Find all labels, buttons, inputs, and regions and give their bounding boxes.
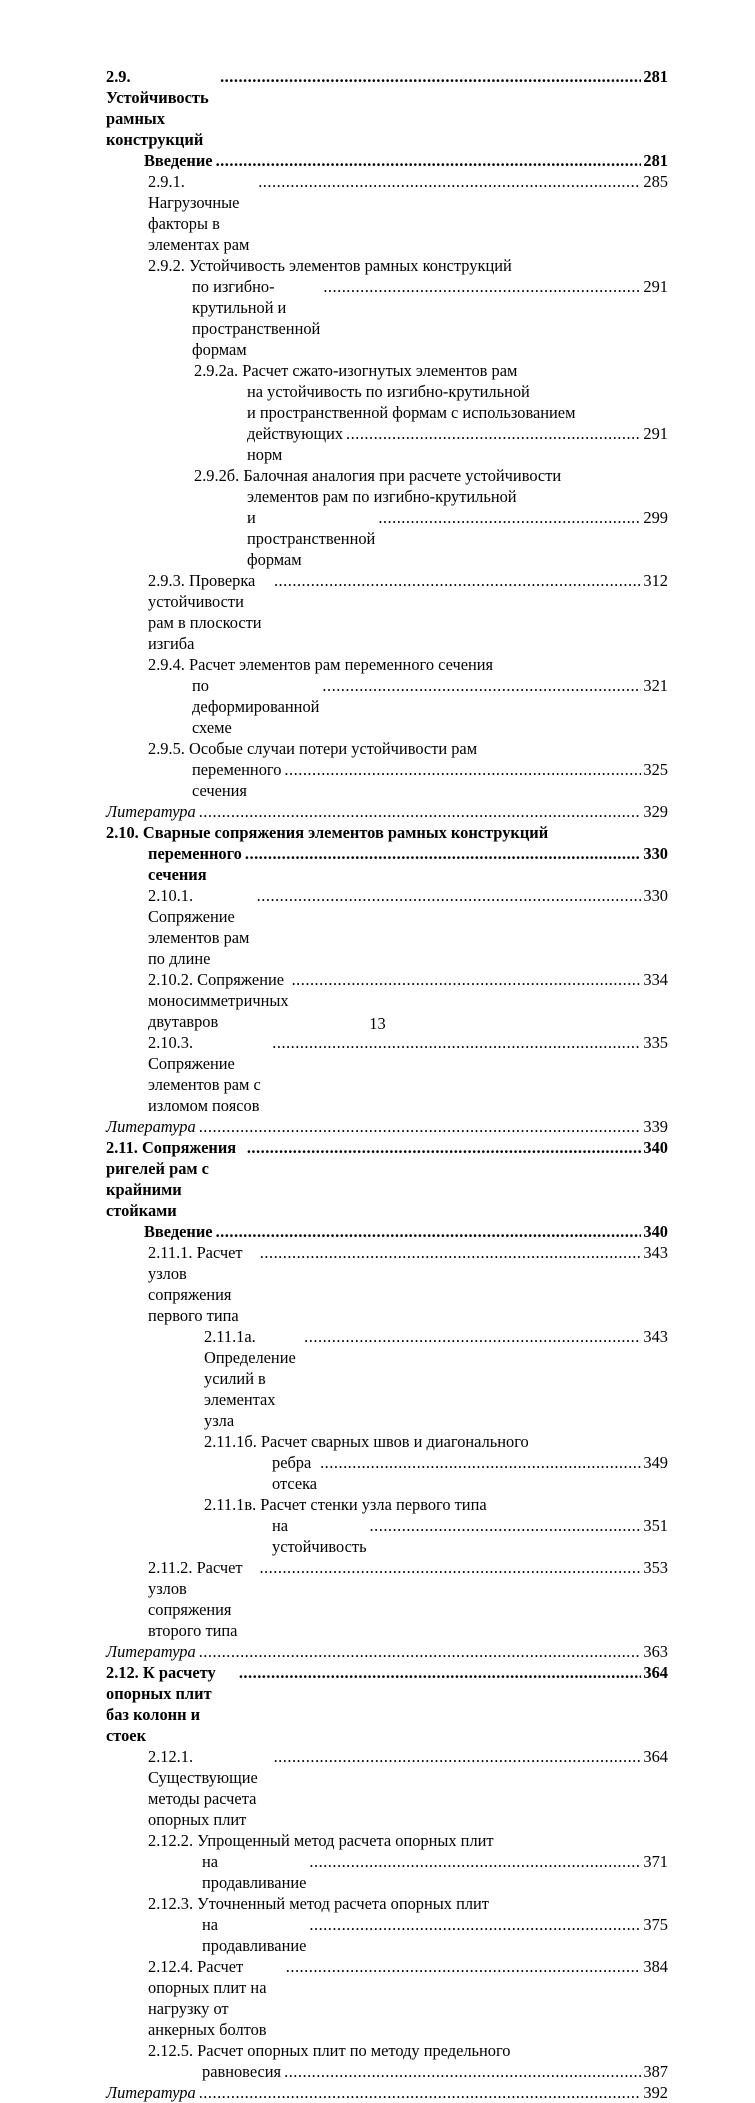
dot-leader <box>216 1221 642 1242</box>
toc-entry-title: 2.12. К расчету опорных плит баз колонн и стоек <box>106 1663 216 1745</box>
toc-entry-title: 2.10. Сварные сопряжения элементов рамных конструкций <box>106 823 549 842</box>
table-of-contents <box>106 66 668 2103</box>
toc-entry-title: на устойчивость <box>272 1516 367 1556</box>
toc-entry <box>106 570 668 654</box>
dot-leader <box>259 1557 641 1578</box>
toc-page-number: 364 <box>643 1747 668 1766</box>
dot-leader <box>216 150 642 171</box>
toc-entry <box>106 2040 668 2082</box>
toc-page-number: 349 <box>643 1453 668 1472</box>
toc-entry <box>106 171 668 255</box>
toc-entry <box>106 1956 668 2040</box>
toc-page-number: 299 <box>643 508 668 527</box>
dot-leader <box>274 570 641 591</box>
toc-page-number: 340 <box>643 1138 668 1157</box>
dot-leader <box>260 1242 642 1263</box>
toc-entry <box>106 66 668 150</box>
toc-entry <box>106 360 668 465</box>
toc-entry-title: 2.11.1а. Определение усилий в элементах узла <box>204 1327 296 1430</box>
toc-page-number: 339 <box>643 1117 668 1136</box>
toc-entry <box>106 1242 668 1326</box>
toc-entry-title: 2.12.1. Существующие методы расчета опорных плит <box>148 1747 258 1829</box>
dot-leader <box>378 507 641 528</box>
toc-entry-title: 2.10.1. Сопряжение элементов рам по длине <box>148 886 250 968</box>
dot-leader <box>258 171 641 192</box>
toc-entry-title: 2.11.2. Расчет узлов сопряжения второго типа <box>148 1558 243 1640</box>
toc-page-number: 343 <box>643 1243 668 1262</box>
toc-entry-title: ребра отсека <box>272 1453 318 1493</box>
toc-entry-title: по изгибно-крутильной и пространственной формам <box>192 277 321 359</box>
dot-leader <box>247 1137 642 1158</box>
toc-page-number: 291 <box>643 424 668 443</box>
toc-entry-title: Введение <box>144 151 213 170</box>
toc-page-number: 340 <box>643 1222 668 1241</box>
toc-entry <box>106 1221 668 1242</box>
toc-entry <box>106 1431 668 1494</box>
toc-entry-title: 2.12.2. Упрощенный метод расчета опорных плит <box>148 1831 494 1850</box>
toc-entry <box>106 1746 668 1830</box>
dot-leader <box>286 1956 642 1977</box>
toc-page-number: 387 <box>643 2062 668 2081</box>
dot-leader <box>245 843 642 864</box>
dot-leader <box>199 1641 642 1662</box>
toc-entry-title: Литература <box>106 2083 196 2102</box>
toc-page-number: 281 <box>643 151 668 170</box>
toc-page-number: 335 <box>643 1033 668 1052</box>
dot-leader <box>239 1662 642 1683</box>
dot-leader <box>284 2061 641 2082</box>
toc-entry-title: 2.12.4. Расчет опорных плит на нагрузку от анкерных болтов <box>148 1957 267 2039</box>
toc-page-number: 353 <box>643 1558 668 1577</box>
toc-page-number: 330 <box>643 844 668 863</box>
toc-page-number: 351 <box>643 1516 668 1535</box>
dot-leader <box>309 1851 641 1872</box>
dot-leader <box>199 2082 642 2103</box>
toc-page-number: 321 <box>643 676 668 695</box>
toc-entry-title: элементов рам по изгибно-крутильной <box>247 487 517 506</box>
toc-page-number: 363 <box>643 1642 668 1661</box>
toc-page-number: 375 <box>643 1915 668 1934</box>
toc-page-number: 312 <box>643 571 668 590</box>
toc-entry-title: на продавливание <box>202 1852 307 1892</box>
toc-page-number: 285 <box>643 172 668 191</box>
toc-entry-title: Литература <box>106 1117 196 1136</box>
toc-entry-title: на продавливание <box>202 1915 307 1955</box>
toc-page-number: 392 <box>643 2083 668 2102</box>
toc-page-number: 330 <box>643 886 668 905</box>
toc-entry <box>106 1830 668 1893</box>
dot-leader <box>370 1515 642 1536</box>
toc-entry-title: 2.9.2а. Расчет сжато-изогнутых элементов рам <box>194 361 518 380</box>
toc-entry <box>106 1557 668 1641</box>
dot-leader <box>323 276 641 297</box>
dot-leader <box>199 801 642 822</box>
toc-entry-title: 2.9.5. Особые случаи потери устойчивости рам <box>148 739 478 758</box>
dot-leader <box>220 66 641 87</box>
toc-entry <box>106 2082 668 2103</box>
toc-entry-title: 2.9.2. Устойчивость элементов рамных конструкций <box>148 256 512 275</box>
toc-entry-title: 2.9.3. Проверка устойчивости рам в плоскости изгиба <box>148 571 262 653</box>
toc-entry <box>106 738 668 801</box>
toc-page-number: 334 <box>643 970 668 989</box>
toc-page-number: 364 <box>643 1663 668 1682</box>
toc-entry-title: 2.10.3. Сопряжение элементов рам с изломом поясов <box>148 1033 261 1115</box>
dot-leader <box>284 759 641 780</box>
toc-entry-title: 2.10.2. Сопряжение моносимметричных двутавров <box>148 970 289 1031</box>
dot-leader <box>274 1746 642 1767</box>
toc-entry-title: по деформированной схеме <box>192 676 320 737</box>
toc-entry-title: 2.9. Устойчивость рамных конструкций <box>106 67 209 149</box>
toc-entry <box>106 885 668 969</box>
toc-page-number: 384 <box>643 1957 668 1976</box>
toc-page-number: 371 <box>643 1852 668 1871</box>
toc-entry <box>106 1032 668 1116</box>
toc-page-number: 291 <box>643 277 668 296</box>
toc-entry <box>106 150 668 171</box>
toc-entry <box>106 801 668 822</box>
dot-leader <box>320 1452 641 1473</box>
toc-entry-title: 2.9.1. Нагрузочные факторы в элементах рам <box>148 172 250 254</box>
toc-entry <box>106 1326 668 1431</box>
toc-entry-title: Литература <box>106 802 196 821</box>
dot-leader <box>199 1116 642 1137</box>
toc-entry <box>106 1137 668 1221</box>
toc-entry <box>106 1494 668 1557</box>
dot-leader <box>292 969 642 990</box>
dot-leader <box>346 423 641 444</box>
toc-entry-title: на устойчивость по изгибно-крутильной <box>247 382 530 401</box>
toc-entry-title: 2.12.3. Уточненный метод расчета опорных плит <box>148 1894 489 1913</box>
page-number: 13 <box>369 1014 386 1033</box>
toc-entry-title: 2.11.1. Расчет узлов сопряжения первого типа <box>148 1243 243 1325</box>
toc-entry <box>106 1893 668 1956</box>
toc-entry <box>106 255 668 360</box>
toc-entry-title: Введение <box>144 1222 213 1241</box>
toc-entry-title: и пространственной формам <box>247 508 376 569</box>
toc-page-number: 343 <box>643 1327 668 1346</box>
toc-entry-title: действующих норм <box>247 424 344 464</box>
toc-entry-title: и пространственной формам с использованием <box>247 403 576 422</box>
toc-entry-title: 2.11.1б. Расчет сварных швов и диагонального <box>204 1432 529 1451</box>
toc-entry-title: переменного сечения <box>192 760 282 800</box>
toc-entry-title: 2.9.2б. Балочная аналогия при расчете устойчивости <box>194 466 562 485</box>
toc-entry-title: 2.11.1в. Расчет стенки узла первого типа <box>204 1495 487 1514</box>
toc-entry <box>106 1662 668 1746</box>
toc-entry <box>106 1116 668 1137</box>
dot-leader <box>257 885 642 906</box>
toc-entry-title: 2.9.4. Расчет элементов рам переменного сечения <box>148 655 494 674</box>
toc-entry-title: 2.12.5. Расчет опорных плит по методу предельного <box>148 2041 511 2060</box>
toc-entry-title: переменного сечения <box>148 844 242 884</box>
toc-page-number: 281 <box>643 67 668 86</box>
toc-entry-title: Литература <box>106 1642 196 1661</box>
dot-leader <box>304 1326 641 1347</box>
dot-leader <box>272 1032 641 1053</box>
dot-leader <box>309 1914 641 1935</box>
toc-page-number: 329 <box>643 802 668 821</box>
dot-leader <box>322 675 641 696</box>
toc-entry <box>106 822 668 885</box>
toc-entry <box>106 465 668 570</box>
toc-entry-title: 2.11. Сопряжения ригелей рам с крайними стойками <box>106 1138 237 1220</box>
toc-page-number: 325 <box>643 760 668 779</box>
toc-entry-title: равновесия <box>202 2062 282 2081</box>
toc-entry <box>106 1641 668 1662</box>
toc-entry <box>106 654 668 738</box>
